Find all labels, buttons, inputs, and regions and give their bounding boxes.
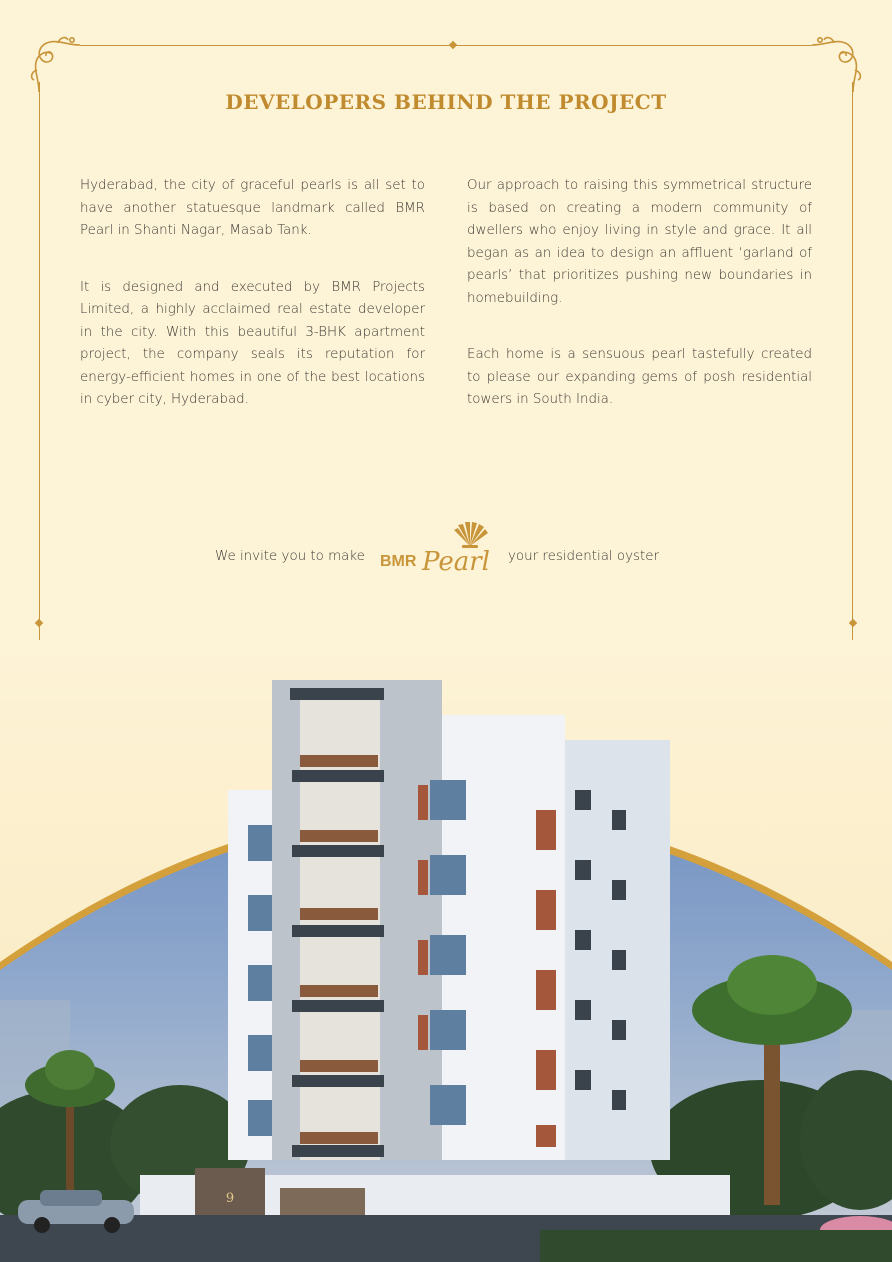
invite-line [0, 520, 892, 580]
right-paragraph-2: Each home is a sensuous pearl tastefully created to please our expanding gems of posh residential towers in South India. [467, 347, 812, 407]
left-paragraph-2: It is designed and executed by BMR Projects Limited, a highly acclaimed real estate developer in the city. With this beautiful 3-BHK apartment project, the company seals its reputation for energy-efficient homes in one of the best locations in cyber city, Hyderabad. [80, 279, 425, 407]
corner-ornament-left-icon [28, 34, 82, 94]
invite-text-after: your residential oyster [508, 549, 659, 564]
plaque-number: 9 [225, 1191, 235, 1206]
frame-right-diamond [849, 619, 857, 627]
left-paragraph-1: Hyderabad, the city of graceful pearls is all set to have another statuesque landmark called BMR Pearl in Shanti Nagar, Masab Tank. [80, 178, 425, 238]
left-column [80, 175, 425, 446]
building-render-image [0, 640, 892, 1262]
right-column [467, 175, 812, 446]
frame-top-diamond [449, 41, 457, 49]
page-title: DEVELOPERS BEHIND THE PROJECT [225, 90, 667, 114]
invite-text-before: We invite you to make [215, 549, 365, 564]
bmr-pearl-logo [378, 520, 503, 578]
logo-bmr-text: BMR [380, 553, 417, 570]
right-paragraph-1: Our approach to raising this symmetrical structure is based on creating a modern community of dwellers who enjoy living in style and grace. It all began as an idea to design an affluent ‘garland of pearls’ that prioritizes pushing new boundaries in homebuilding. [467, 178, 812, 306]
shell-icon [454, 522, 488, 548]
logo-pearl-text: Pearl [422, 547, 490, 577]
frame-left-diamond [35, 619, 43, 627]
corner-ornament-right-icon [810, 34, 864, 94]
frame-top-border [80, 45, 812, 46]
